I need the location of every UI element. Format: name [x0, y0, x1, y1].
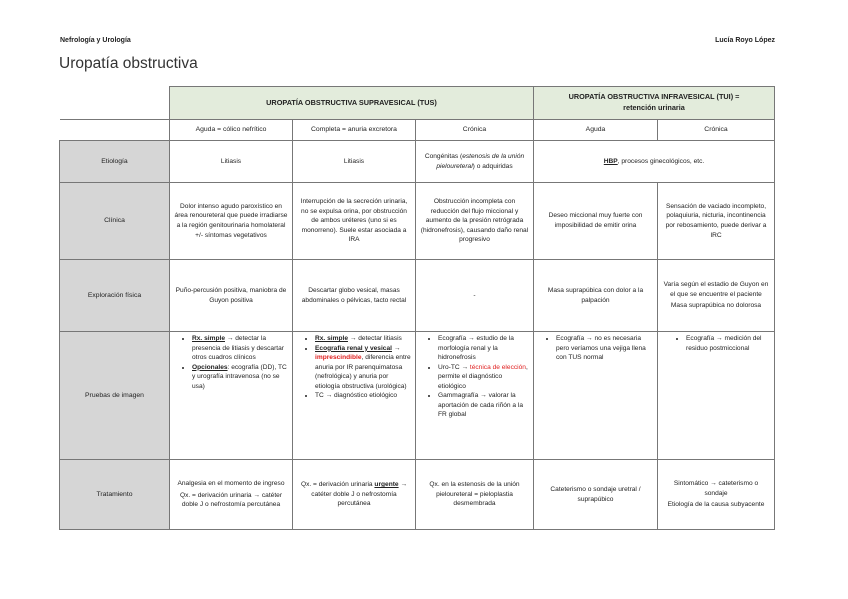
pruebas-completa-1-u: Rx. simple	[315, 335, 348, 342]
etiologia-tui	[534, 141, 775, 183]
tratamiento-completa-pre: Qx. = derivación urinaria	[300, 481, 375, 489]
tratamiento-completa-rest: → catéter doble J o nefrostomía percutánea	[311, 481, 408, 508]
tratamiento-cronica-tui-1: Sintomático → cateterismo o sondaje	[673, 480, 759, 497]
etiologia-completa: Litiasis	[293, 141, 416, 183]
pruebas-completa-2-u: Ecografía renal y vesical	[315, 344, 392, 352]
corner-cell	[60, 87, 170, 120]
pruebas-cronica-tui-item: • Ecografía → medición del residuo postmiccional	[686, 334, 770, 353]
etiologia-cronica-pre: Congénitas (	[424, 152, 463, 160]
pruebas-aguda-2-u: Opcionales	[192, 363, 228, 371]
etiologia-cronica-italic: estenosis de la unión pieloureteral	[436, 152, 525, 170]
pruebas-aguda-tui-item: • Ecografía → no es necesaria pero veríamos una vejiga llena con TUS normal	[556, 334, 653, 363]
pruebas-cronica-item-3: • Gammagrafía → valorar la aportación de cada riñón a la FR global	[438, 391, 529, 420]
row-tratamiento	[60, 460, 775, 530]
group-header-tui-line2: retención urinaria	[623, 103, 685, 112]
tratamiento-cronica-tui	[658, 460, 775, 530]
etiologia-cronica	[416, 141, 534, 183]
row-clinica	[60, 183, 775, 260]
pruebas-completa-2-red: imprescindible	[315, 354, 362, 362]
col-header-cronica-tui: Crónica	[658, 120, 775, 141]
pruebas-completa-item-2	[315, 344, 411, 392]
row-label-etiologia: Etiología	[60, 141, 170, 183]
clinica-completa: Interrupción de la secreción urinaria, no se expulsa orina, por obstrucción de ambos uréteres (uno si es monorreno). Suele estar asociada a IRA	[293, 183, 416, 260]
pruebas-aguda-item-1	[192, 334, 288, 363]
pruebas-completa-1-rest: → detectar litiasis	[347, 335, 402, 342]
tratamiento-aguda-2: Qx. = derivación urinaria → catéter doble J o nefrostomía percutánea	[179, 491, 283, 509]
col-header-completa: Completa = anuria excretora	[293, 120, 416, 141]
pruebas-completa-2-arrow: →	[391, 344, 401, 352]
row-label-tratamiento: Tratamiento	[60, 460, 170, 530]
row-pruebas	[60, 332, 775, 460]
row-etiologia	[60, 141, 775, 183]
header-subject: Nefrología y Urología	[60, 37, 131, 44]
col-header-aguda-tui: Aguda	[534, 120, 658, 141]
pruebas-cronica	[416, 332, 534, 460]
pruebas-aguda	[170, 332, 293, 460]
pruebas-cronica-item-1: • Ecografía → estudio de la morfología renal y la hidronefrosis	[438, 334, 529, 363]
tratamiento-completa	[293, 460, 416, 530]
group-header-tui-line1: UROPATÍA OBSTRUCTIVA INFRAVESICAL (TUI) =	[568, 92, 740, 102]
pruebas-completa-item-3: • TC → diagnóstico etiológico	[315, 391, 411, 401]
pruebas-cronica-tui	[658, 332, 775, 460]
etiologia-tui-rest: , procesos ginecológicos, etc.	[617, 157, 705, 165]
pruebas-aguda-1-u: Rx. simple	[192, 335, 225, 342]
pruebas-cronica-2-red: técnica de elección	[469, 363, 526, 371]
group-header-tus: UROPATÍA OBSTRUCTIVA SUPRAVESICAL (TUS)	[170, 87, 534, 120]
row-label-clinica: Clínica	[60, 183, 170, 260]
tratamiento-completa-u: urgente	[374, 481, 399, 489]
tratamiento-cronica: Qx. en la estenosis de la unión pieloureteral = pieloplastia desmembrada	[416, 460, 534, 530]
pruebas-cronica-item-2	[438, 363, 529, 392]
pruebas-completa	[293, 332, 416, 460]
clinica-aguda: Dolor intenso agudo paroxístico en área renoureteral que puede irradiarse a la región genitourinaria homolateral +/- síntomas vegetativos	[170, 183, 293, 260]
exploracion-cronica-tui-1: Varía según el estadio de Guyon en el que se encuentre el paciente	[663, 281, 769, 298]
row-label-exploracion: Exploración física	[60, 260, 170, 332]
etiologia-aguda: Litiasis	[170, 141, 293, 183]
pruebas-completa-item-1	[315, 334, 411, 344]
tratamiento-aguda-tui: Cateterismo o sondaje uretral / suprapúbico	[534, 460, 658, 530]
exploracion-cronica: -	[416, 260, 534, 332]
exploracion-cronica-tui	[658, 260, 775, 332]
pruebas-aguda-2-rest: : ecografía (DD), TC y urografía intravenosa (no se usa)	[192, 363, 287, 390]
tratamiento-aguda-1: Analgesia en el momento de ingreso	[177, 480, 285, 488]
clinica-aguda-tui: Deseo miccional muy fuerte con imposibilidad de emitir orina	[534, 183, 658, 260]
exploracion-aguda-tui: Masa suprapúbica con dolor a la palpación	[534, 260, 658, 332]
uropatia-table	[59, 86, 775, 530]
group-header-tui	[534, 87, 775, 120]
row-label-pruebas: Pruebas de imagen	[60, 332, 170, 460]
row-exploracion	[60, 260, 775, 332]
pruebas-aguda-tui	[534, 332, 658, 460]
clinica-cronica-tui: Sensación de vaciado incompleto, polaquiuria, nicturia, incontinencia por rebosamiento, puede derivar a IRC	[658, 183, 775, 260]
pruebas-completa-2-rest: , diferencia entre anuria por IR parenquimatosa (nefrológica) y anuria por etiología obstructiva (urológica)	[315, 354, 411, 390]
pruebas-cronica-2-rest: , permite el diagnóstico etiológico	[438, 363, 528, 390]
tratamiento-aguda	[170, 460, 293, 530]
pruebas-aguda-1-rest: → detectar la presencia de litiasis y descartar otros cuadros clínicos	[192, 335, 284, 362]
etiologia-cronica-post: ) o adquiridas	[472, 162, 513, 170]
exploracion-aguda: Puño-percusión positiva, maniobra de Guyon positiva	[170, 260, 293, 332]
header-author: Lucía Royo López	[715, 37, 775, 44]
exploracion-completa: Descartar globo vesical, masas abdominales o pélvicas, tacto rectal	[293, 260, 416, 332]
page-title: Uropatía obstructiva	[59, 55, 198, 72]
pruebas-aguda-item-2	[192, 363, 288, 392]
col-header-aguda-tus: Aguda = cólico nefrítico	[170, 120, 293, 141]
clinica-cronica: Obstrucción incompleta con reducción del flujo miccional y aumento de la presión retrógrada (hidronefrosis), causando daño renal progresivo	[416, 183, 534, 260]
corner-cell-2	[60, 120, 170, 141]
exploracion-cronica-tui-2: Masa suprapúbica no dolorosa	[670, 302, 762, 310]
pruebas-cronica-2-pre: Uro-TC →	[438, 363, 470, 371]
col-header-cronica-tus: Crónica	[416, 120, 534, 141]
hbp-link[interactable]: HBP	[603, 157, 618, 165]
tratamiento-cronica-tui-2: Etiología de la causa subyacente	[667, 501, 765, 509]
